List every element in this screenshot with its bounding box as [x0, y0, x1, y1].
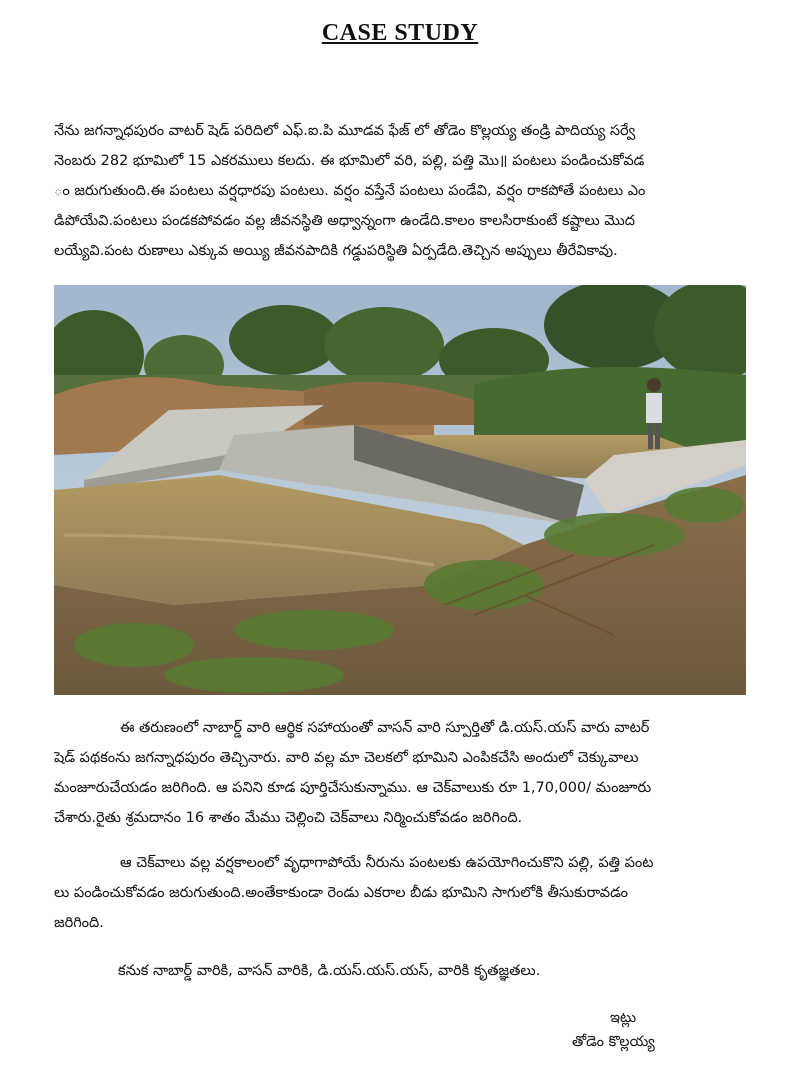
text-line: లయ్యేవి.పంట రుణాలు ఎక్కువ అయ్యి జీవనపాదికి గడ్డుపరిస్థితి ఏర్పడేది.తెచ్చిన అప్పులు తీరేవికావు. — [54, 243, 618, 259]
text-line: జరిగింది. — [54, 915, 104, 931]
page-title: CASE STUDY — [321, 20, 479, 46]
text-line: ం జరుగుతుంది.ఈ పంటలు వర్షధారపు పంటలు. వర్షం వస్తేనే పంటలు పండేవి, వర్షం రాకపోతే పంటలు ఎం — [54, 183, 646, 199]
text-line: నేను జగన్నాధపురం వాటర్ షెడ్ పరిదిలో ఎఫ్.ఐ.పి మూడవ ఫేజ్ లో తోడెం కొల్లయ్య తండ్రి పాదియ్య సర్వే — [54, 123, 636, 139]
text-line: చేశారు.రైతు శ్రమదానం 16 శాతం మేము చెల్లించి చెక్‌వాలు నిర్మించుకోవడం జరిగింది. — [54, 810, 523, 826]
text-line: మంజూరుచేయడం జరిగింది. ఆ పనిని కూడ పూర్తిచేసుకున్నాము. ఆ చెక్‌వాలుకు రూ 1,70,000/ మంజూరు — [54, 780, 652, 796]
body-paragraph — [54, 713, 748, 833]
text-line: డిపోయేవి.పంటలు పండకపోవడం వల్ల జీవనస్థితి అధ్వాన్నంగా ఉండేది.కాలం కాలసిరాకుంటే కష్టాలు మొద — [54, 213, 635, 229]
signature-name: తోడెం కొల్లయ్య — [572, 1034, 655, 1050]
text-line: షెడ్ పథకంను జగన్నాధపురం తెచ్చినారు. వారి వల్ల మా చెలకలో భూమిని ఎంపికచేసి అందులో చెక్కువాలు — [54, 750, 639, 766]
thanks-paragraph — [118, 956, 748, 986]
text-line: ఆ చెక్‌వాలు వల్ల వర్షకాలంలో వృధాగాపోయే నీరును పంటలకు ఉపయోగించుకొని పల్లి, పత్తి పంట — [120, 855, 654, 871]
text-line: లు పండించుకోవడం జరుగుతుంది.అంతేకాకుండా రెండు ఎకరాల బీడు భూమిని సాగులోకి తీసుకురావడం — [54, 885, 628, 901]
text-line: ఈ తరుణంలో నాబార్డ్ వారి ఆర్థిక సహాయంతో వాసన్ వారి స్పూర్తితో డి.యస్.యస్ వారు వాటర్ — [120, 720, 650, 736]
text-line: నెంబరు 282 భూమిలో 15 ఎకరములు కలదు. ఈ భూమిలో వరి, పల్లి, పత్తి మొ॥ పంటలు పండించుకోవడ — [54, 153, 645, 169]
intro-paragraph — [54, 116, 748, 266]
check-dam-photo — [54, 285, 746, 695]
signature-closing: ఇట్లు — [610, 1010, 637, 1026]
result-paragraph — [54, 848, 748, 938]
text-line: కనుక నాబార్డ్ వారికి, వాసన్ వారికి, డి.యస్.యస్.యస్, వారికి కృతజ్ఞతలు. — [118, 963, 541, 979]
